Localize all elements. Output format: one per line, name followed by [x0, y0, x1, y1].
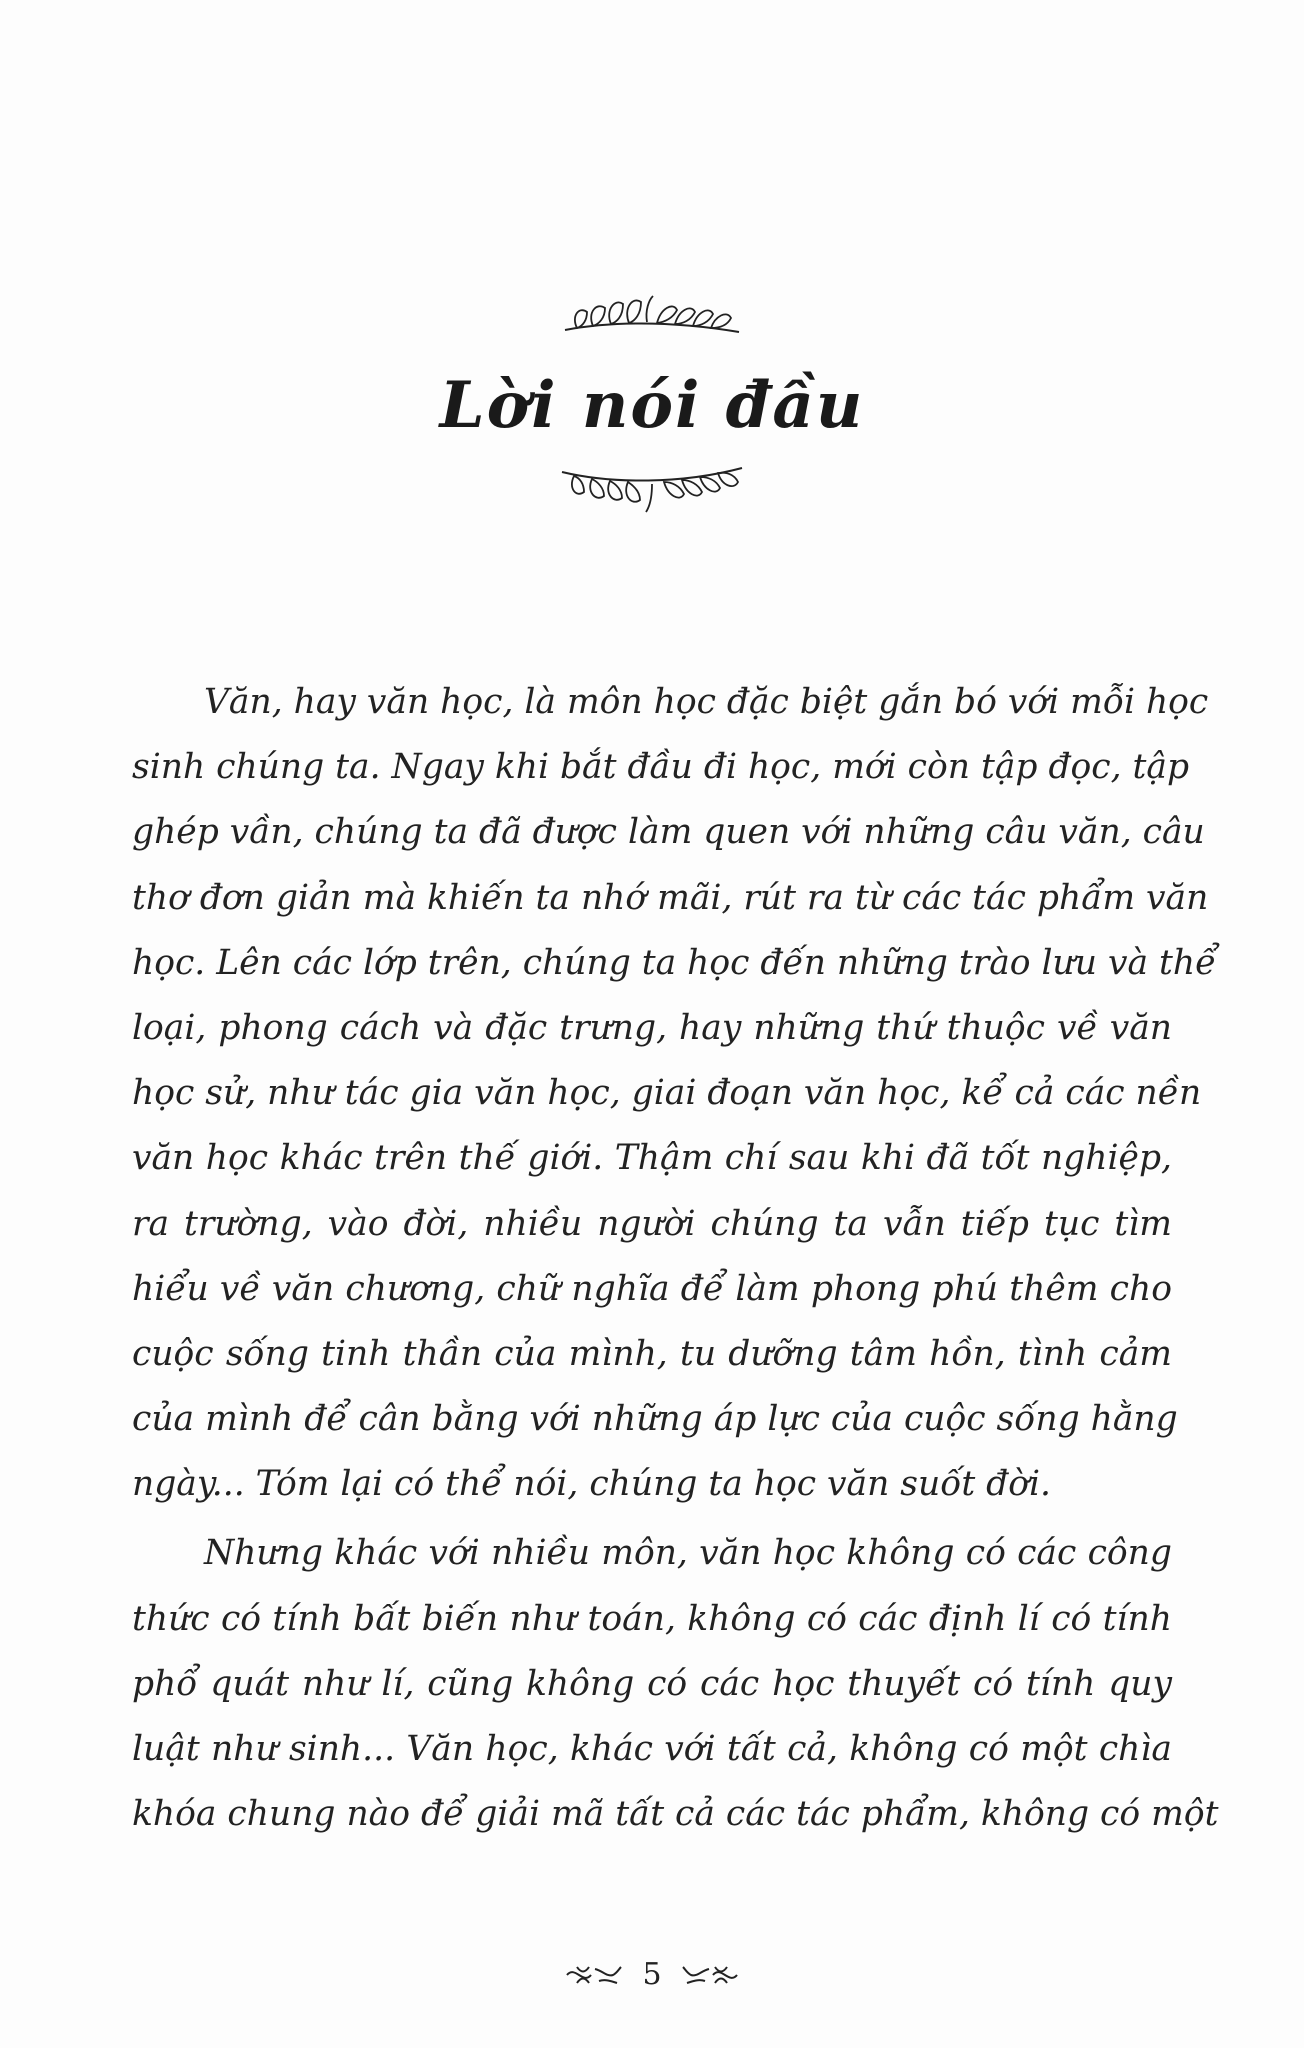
text-line: hiểu về văn chương, chữ nghĩa để làm phong phú thêm cho	[132, 1268, 1172, 1309]
laurel-top-icon	[557, 282, 747, 340]
page-number: 5	[642, 1956, 662, 1992]
preface-body	[132, 670, 1219, 1847]
text-line: thơ đơn giản mà khiến ta nhớ mãi, rút ra từ các tác phẩm văn	[132, 877, 1209, 918]
text-line: khóa chung nào để giải mã tất cả các tác phẩm, không có một	[132, 1794, 1219, 1835]
text-line: luật như sinh... Văn học, khác với tất cả, không có một chìa	[132, 1729, 1172, 1769]
text-line: học. Lên các lớp trên, chúng ta học đến những trào lưu và thể	[132, 942, 1217, 983]
text-line: Nhưng khác với nhiều môn, văn học không có các công	[204, 1533, 1172, 1574]
text-line: ngày... Tóm lại có thể nói, chúng ta học văn suốt đời.	[132, 1464, 1052, 1505]
text-line: sinh chúng ta. Ngay khi bắt đầu đi học, mới còn tập đọc, tập	[132, 747, 1190, 788]
page-footer	[0, 1955, 1304, 1992]
text-line: học sử, như tác gia văn học, giai đoạn văn học, kể cả các nền	[132, 1073, 1202, 1114]
text-line: của mình để cân bằng với những áp lực của cuộc sống hằng	[132, 1399, 1178, 1440]
text-line: thức có tính bất biến như toán, không có các định lí có tính	[132, 1598, 1172, 1639]
text-line: loại, phong cách và đặc trưng, hay những thứ thuộc về văn	[132, 1007, 1172, 1048]
text-line: ghép vần, chúng ta đã được làm quen với những câu văn, câu	[132, 812, 1205, 853]
text-line: ra trường, vào đời, nhiều người chúng ta vẫn tiếp tục tìm	[132, 1203, 1172, 1244]
text-line: Văn, hay văn học, là môn học đặc biệt gắn bó với mỗi học	[204, 682, 1209, 722]
text-line: văn học khác trên thế giới. Thậm chí sau khi đã tốt nghiệp,	[132, 1138, 1172, 1179]
text-line: phổ quát như lí, cũng không có các học thuyết có tính quy	[132, 1663, 1172, 1704]
laurel-bottom-icon	[552, 458, 752, 516]
page-title: Lời nói đầu	[439, 368, 865, 443]
flourish-right-icon	[679, 1959, 741, 1989]
text-line: cuộc sống tinh thần của mình, tu dưỡng tâm hồn, tình cảm	[132, 1333, 1172, 1374]
flourish-left-icon	[563, 1959, 625, 1989]
